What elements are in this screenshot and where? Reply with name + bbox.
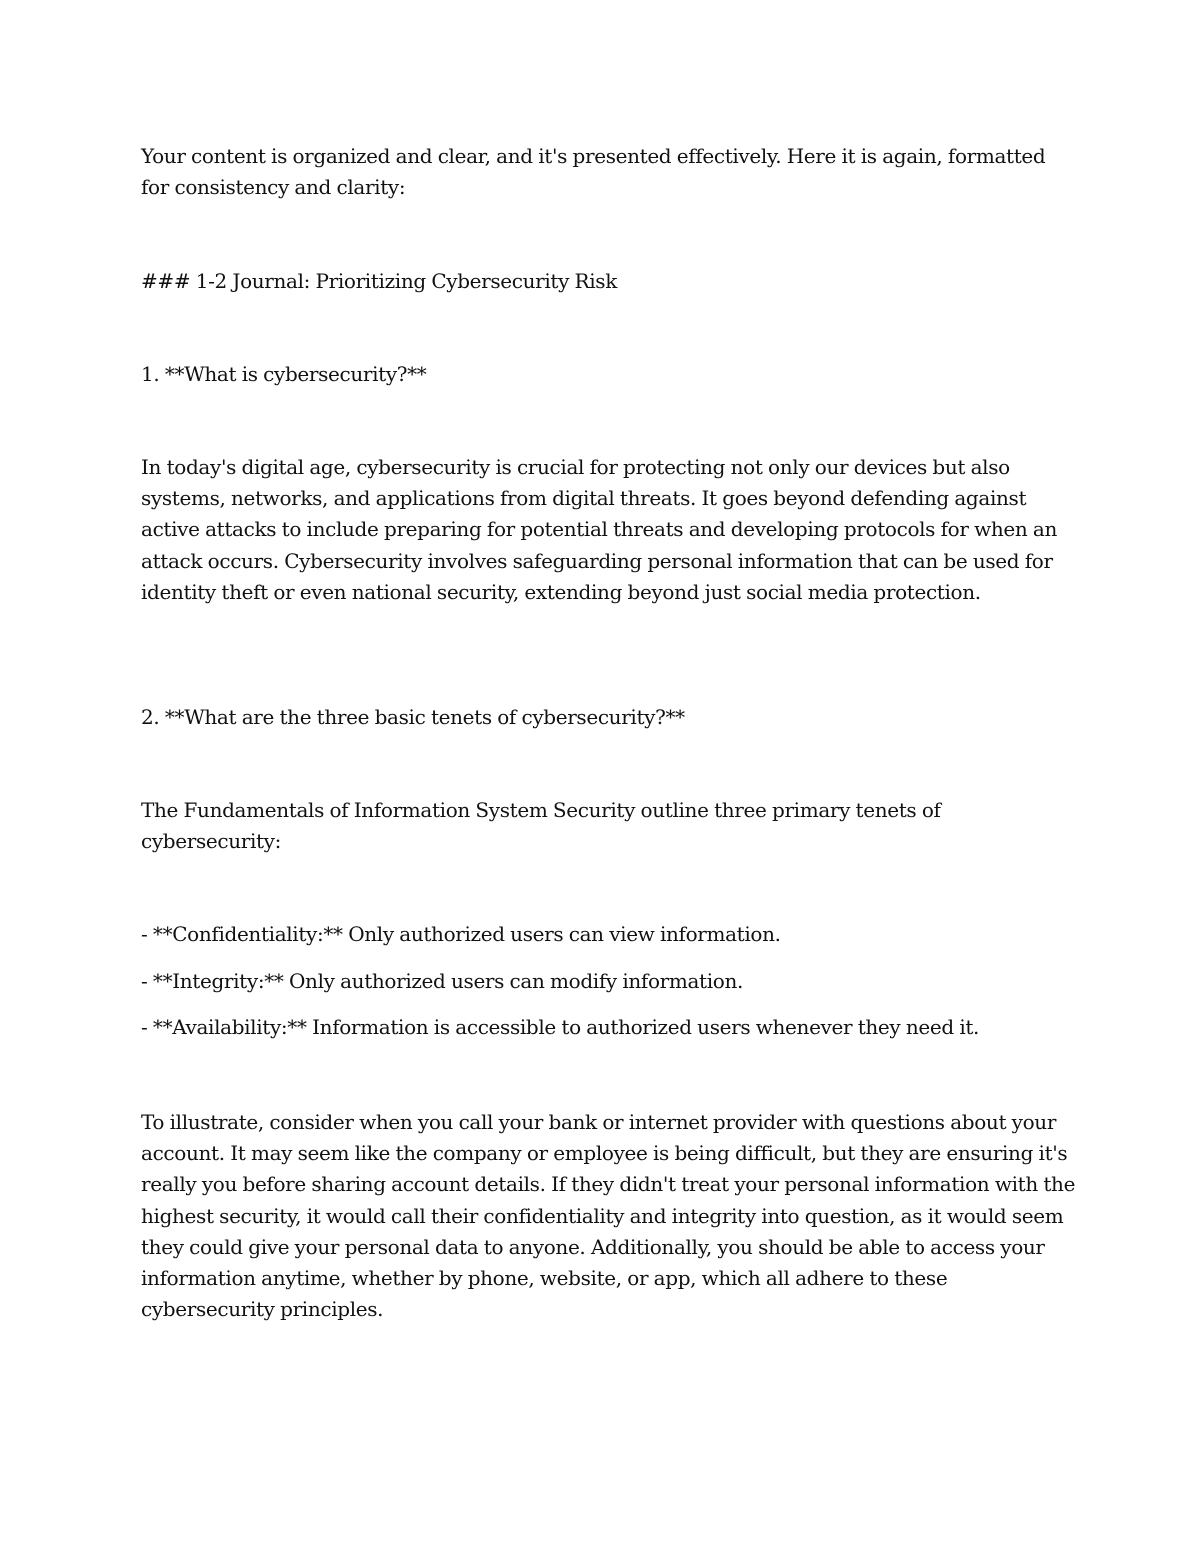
- intro-paragraph: Your content is organized and clear, and it's presented effectively. Here it is again, formatted for consistency and clarity:: [141, 144, 1046, 200]
- question-2: 2. **What are the three basic tenets of cybersecurity?**: [141, 705, 685, 729]
- question-1: 1. **What is cybersecurity?**: [141, 362, 427, 386]
- journal-heading: ### 1-2 Journal: Prioritizing Cybersecurity Risk: [141, 269, 617, 293]
- tenet-confidentiality: - **Confidentiality:** Only authorized users can view information.: [141, 922, 781, 946]
- tenet-availability: - **Availability:** Information is accessible to authorized users whenever they need it.: [141, 1015, 980, 1039]
- tenet-integrity: - **Integrity:** Only authorized users can modify information.: [141, 969, 744, 993]
- answer-1-paragraph: In today's digital age, cybersecurity is crucial for protecting not only our devices but also systems, networks, and applications from digital threats. It goes beyond defending against active attacks to include preparing for potential threats and developing protocols for when an attack occurs. Cybersecurity involves safeguarding personal information that can be used for identity theft or even national security, extending beyond just social media protection.: [141, 455, 1057, 604]
- illustration-paragraph: To illustrate, consider when you call your bank or internet provider with questions about your account. It may seem like the company or employee is being difficult, but they are ensuring it's really you before sharing account details. If they didn't treat your personal information with the highest security, it would call their confidentiality and integrity into question, as it would seem they could give your personal data to anyone. Additionally, you should be able to access your information anytime, whether by phone, website, or app, which all adhere to these cybersecurity principles.: [141, 1110, 1076, 1322]
- answer-2-intro-paragraph: The Fundamentals of Information System Security outline three primary tenets of cybersecurity:: [141, 798, 941, 854]
